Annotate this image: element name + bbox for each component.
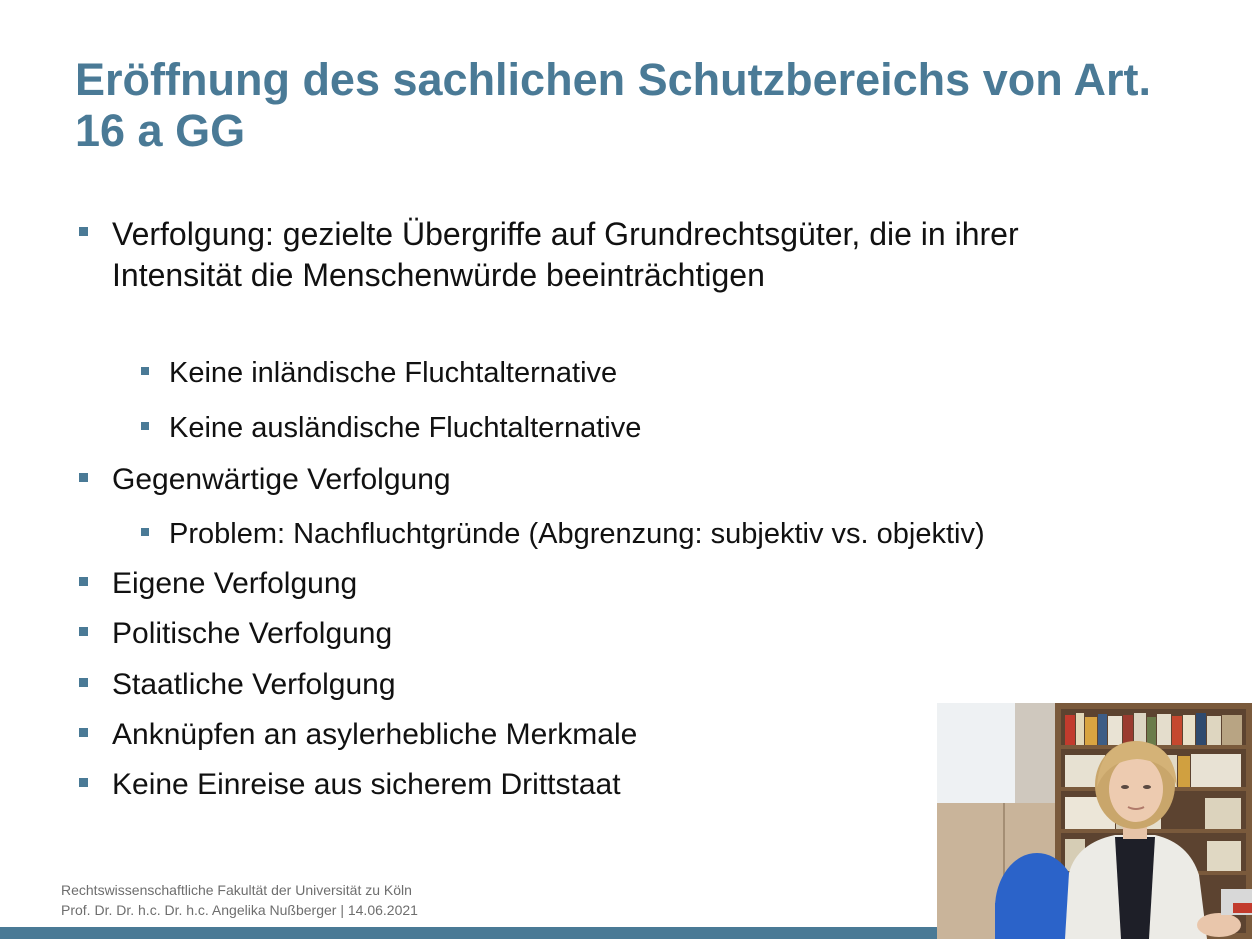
bullet-marker [79, 473, 88, 482]
webcam-video-overlay [937, 703, 1252, 939]
footer-author-date: Prof. Dr. Dr. h.c. Dr. h.c. Angelika Nußberger | 14.06.2021 [61, 902, 418, 918]
bullet-item [112, 666, 396, 704]
bullet-text: Eigene Verfolgung [112, 567, 358, 600]
bullet-text: Anknüpfen an asylerhebliche Merkmale [112, 718, 638, 751]
sub-bullet-marker [141, 367, 149, 375]
bullet-text: Politische Verfolgung [112, 617, 393, 650]
bullet-text: Gegenwärtige Verfolgung [112, 463, 451, 496]
bullet-marker [79, 678, 88, 687]
bullet-item [112, 766, 621, 804]
bullet-item [112, 716, 637, 754]
bullet-marker [79, 728, 88, 737]
slide-title: Eröffnung des sachlichen Schutzbereichs von Art. 16 a GG [75, 54, 1152, 156]
sub-bullet-text: Problem: Nachfluchtgründe (Abgrenzung: subjektiv vs. objektiv) [169, 518, 985, 550]
bullet-text: Staatliche Verfolgung [112, 668, 396, 701]
sub-bullet-item [169, 516, 985, 552]
sub-bullet-item [169, 410, 641, 446]
footer-institution: Rechtswissenschaftliche Fakultät der Universität zu Köln [61, 882, 412, 898]
sub-bullet-text: Keine ausländische Fluchtalternative [169, 412, 642, 444]
bullet-item [112, 565, 357, 603]
sub-bullet-text: Keine inländische Fluchtalternative [169, 357, 618, 389]
bullet-item [112, 461, 451, 499]
sub-bullet-item [169, 355, 617, 391]
sub-bullet-marker [141, 528, 149, 536]
bullet-text: Keine Einreise aus sicherem Drittstaat [112, 768, 621, 801]
webcam-scene [937, 703, 1252, 939]
bullet-item [112, 615, 392, 653]
bullet-marker [79, 577, 88, 586]
sub-bullet-marker [141, 422, 149, 430]
bullet-item [112, 214, 1112, 296]
bullet-marker [79, 778, 88, 787]
slide-footer [61, 880, 418, 920]
bullet-marker [79, 227, 88, 236]
bullet-marker [79, 627, 88, 636]
bullet-text: Verfolgung: gezielte Übergriffe auf Grundrechtsgüter, die in ihrer Intensität die Menschenwürde beeinträchtigen [112, 216, 1019, 293]
